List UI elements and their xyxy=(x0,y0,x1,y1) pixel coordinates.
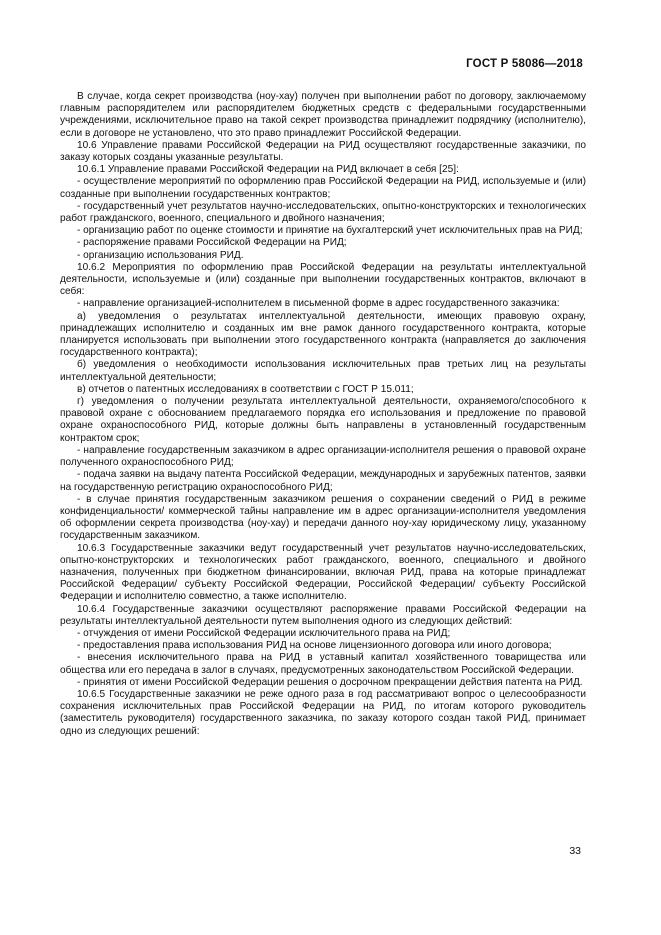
list-item: - принятия от имени Российской Федерации решения о досрочном прекращении действия патента на РИД. xyxy=(77,676,583,688)
list-item: - направление государственным заказчиком в адрес организации-исполнителя решения о правовой охране полученного охраноспособного РИД; xyxy=(60,444,586,469)
list-item: - организацию использования РИД. xyxy=(77,249,244,261)
list-item: - предоставления права использования РИД на основе лицензионного договора или иного договора; xyxy=(77,640,552,652)
paragraph: 10.6.3 Государственные заказчики ведут государственный учет результатов научно-исследовательских, опытно-конструкторских и технологических работ гражданского, военного, специального и двойного назначения, полученных при бюджетном финансировании, включая РИД, права на которые принадлежат Российской Федерации/ субъекту Российской Федерации, Российской Федерации/ субъекту Российской Федерации и исполнителю совместно, а также исполнителю. xyxy=(60,542,586,603)
list-item: - организацию работ по оценке стоимости и принятие на бухгалтерский учет исключительных прав на РИД; xyxy=(77,225,583,237)
paragraph: 10.6.5 Государственные заказчики не реже одного раза в год рассматривают вопрос о целесообразности сохранения исключительных прав Российской Федерации на РИД, по итогам которого руководитель (заместитель руководителя) государственного заказчика, по заказу которого создан такой РИД, принимает одно из следующих решений: xyxy=(60,688,586,737)
document-body xyxy=(60,91,586,738)
list-item: - в случае принятия государственным заказчиком решения о сохранении сведений о РИД в режиме конфиденциальности/ коммерческой тайны направление им в адрес организации-исполнителя уведомления об оформлении секрета производства (ноу-хау) и передачи данного ноу-хау юридическому лицу, указанному государственным заказчиком. xyxy=(60,493,586,542)
paragraph: 10.6.1 Управление правами Российской Федерации на РИД включает в себя [25]: xyxy=(77,164,459,176)
list-item: - распоряжение правами Российской Федерации на РИД; xyxy=(77,237,347,249)
list-item: - государственный учет результатов научно-исследовательских, опытно-конструкторских и технологических работ гражданского, военного, специального и двойного назначения; xyxy=(60,200,586,225)
paragraph: 10.6.4 Государственные заказчики осуществляют распоряжение правами Российской Федерации на результаты интеллектуальной деятельности путем выполнения одного из следующих действий: xyxy=(60,603,586,627)
list-item: г) уведомления о получении результата интеллектуальной деятельности, охраняемого/способного к правовой охране с обоснованием предлагаемого порядка его использования и предложение по правовой охране охраноспособного РИД, которые должны быть направлены в установленный государственным контрактом срок; xyxy=(60,396,586,444)
page-number: 33 xyxy=(569,845,581,857)
list-item: - подача заявки на выдачу патента Российской Федерации, международных и зарубежных патентов, заявки на государственную регистрацию охраноспособного РИД; xyxy=(60,469,586,493)
paragraph: 10.6 Управление правами Российской Федерации на РИД осуществляют государственные заказчики, по заказу которых созданы указанные результаты. xyxy=(60,139,586,164)
list-item: - отчуждения от имени Российской Федерации исключительного права на РИД; xyxy=(77,627,451,639)
paragraph: 10.6.2 Мероприятия по оформлению прав Российской Федерации на результаты интеллектуальной деятельности, используемые и (или) созданные при выполнении государственных контрактов, включают в себя: xyxy=(60,261,586,298)
list-item: - осуществление мероприятий по оформлению прав Российской Федерации на РИД, используемые и (или) созданные при выполнении государственных контрактов; xyxy=(60,176,586,200)
list-item: - внесения исключительного права на РИД в уставный капитал хозяйственного товарищества или общества или его передача в залог в случаях, предусмотренных законодательством Российской Федерации. xyxy=(60,652,586,676)
list-item: а) уведомления о результатах интеллектуальной деятельности, имеющих правовую охрану, принадлежащих исполнителю и созданных им вне рамок данного государственного контракта, которые планируется использовать при выполнении этого государственного контракта (направляется до заключения государственного контракта); xyxy=(60,310,586,359)
standard-designation: ГОСТ Р 58086—2018 xyxy=(466,58,583,70)
paragraph: В случае, когда секрет производства (ноу-хау) получен при выполнении работ по договору, заключаемому главным распорядителем или распорядителем бюджетных средств с федеральными государственными учреждениями, исключительное право на такой секрет производства принадлежит подрядчику (исполнителю), если в договоре не установлено, что это право принадлежит Российской Федерации. xyxy=(60,91,586,139)
list-item: в) отчетов о патентных исследованиях в соответствии с ГОСТ Р 15.011; xyxy=(77,383,414,395)
list-item: б) уведомления о необходимости использования исключительных прав третьих лиц на результаты интеллектуальной деятельности; xyxy=(60,359,586,383)
list-item: - направление организацией-исполнителем в письменной форме в адрес государственного заказчика: xyxy=(77,298,560,310)
